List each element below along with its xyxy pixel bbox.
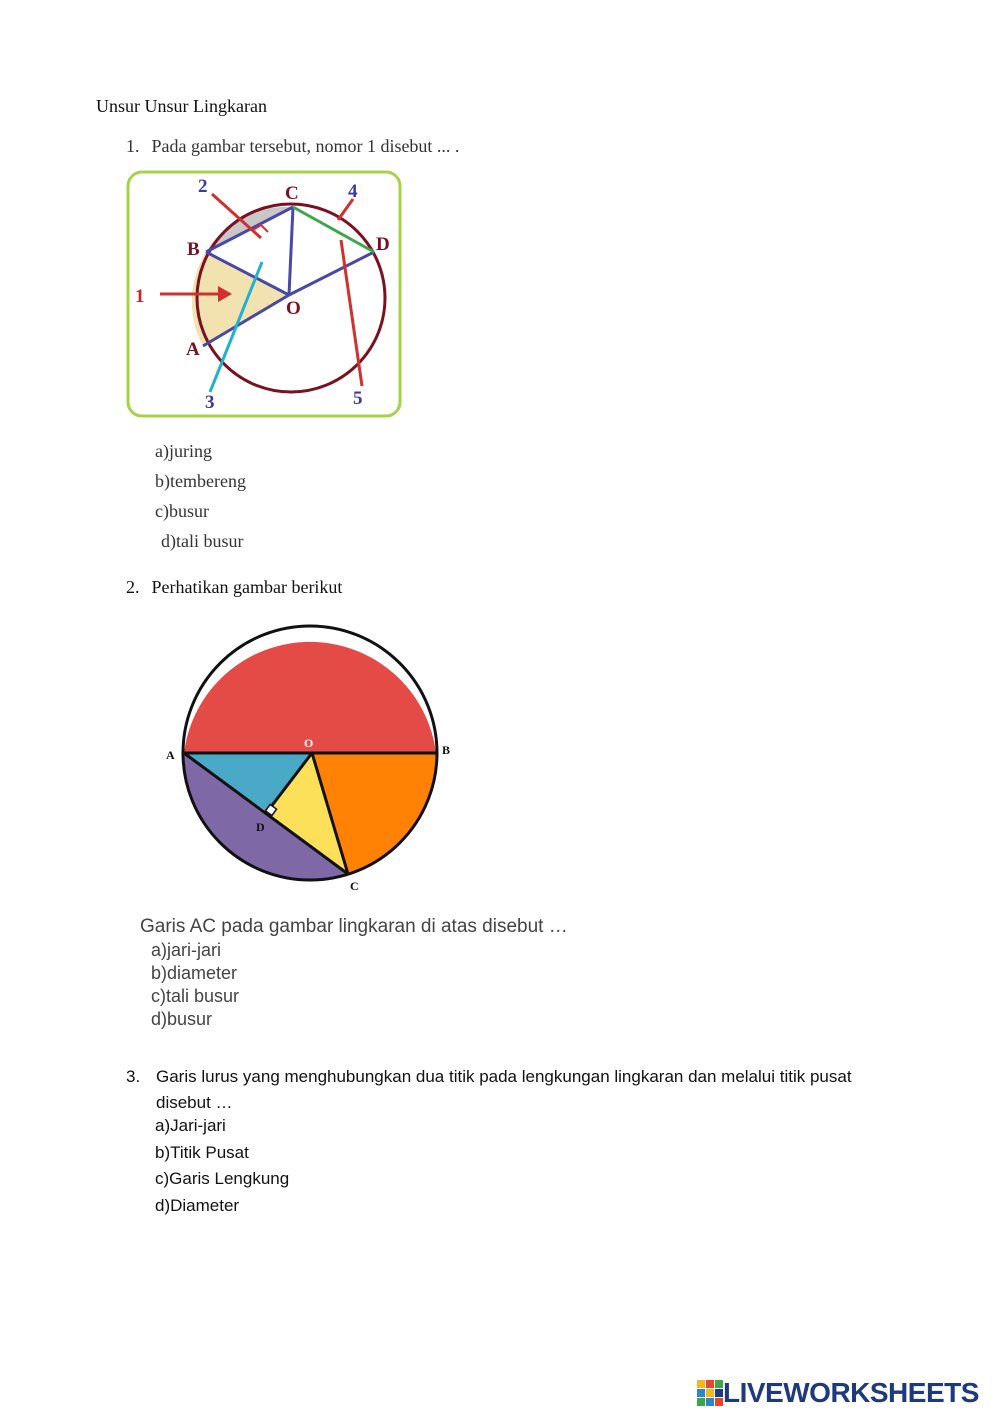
label-d-2: D bbox=[256, 820, 265, 834]
q1-option-b[interactable]: b)tembereng bbox=[155, 471, 246, 491]
q2-option-a[interactable]: a)jari-jari bbox=[151, 940, 222, 960]
label-5: 5 bbox=[353, 388, 363, 409]
label-b: B bbox=[187, 239, 200, 260]
page-title: Unsur Unsur Lingkaran bbox=[96, 96, 267, 116]
q3-option-b[interactable]: b)Titik Pusat bbox=[155, 1143, 249, 1162]
question-1-text: Pada gambar tersebut, nomor 1 disebut ... . bbox=[151, 136, 460, 156]
q1-option-c[interactable]: c)busur bbox=[155, 501, 209, 521]
question-2 bbox=[126, 577, 342, 598]
question-3-number: 3. bbox=[126, 1067, 141, 1086]
q2-option-c[interactable]: c)tali busur bbox=[151, 986, 240, 1006]
label-d: D bbox=[376, 234, 390, 255]
question-2-text: Perhatikan gambar berikut bbox=[151, 577, 343, 597]
label-b-2: B bbox=[442, 743, 451, 757]
question-3-text: Garis lurus yang menghubungkan dua titik pada lengkungan lingkaran dan melalui titik pusat disebut … bbox=[156, 1067, 852, 1112]
question-2-prompt: Garis AC pada gambar lingkaran di atas disebut … bbox=[140, 916, 568, 937]
liveworksheets-logo-icon bbox=[697, 1380, 723, 1406]
label-a: A bbox=[186, 339, 200, 360]
label-c: C bbox=[285, 183, 299, 204]
label-2: 2 bbox=[198, 176, 208, 197]
label-o-2: O bbox=[304, 736, 314, 750]
question-1-figure bbox=[126, 170, 402, 418]
q3-option-a[interactable]: a)Jari-jari bbox=[155, 1116, 226, 1135]
question-3 bbox=[126, 1064, 886, 1118]
liveworksheets-logo[interactable] bbox=[697, 1378, 979, 1408]
q3-option-c[interactable]: c)Garis Lengkung bbox=[155, 1169, 290, 1188]
q1-option-d[interactable]: d)tali busur bbox=[161, 531, 244, 551]
q1-option-a[interactable]: a)juring bbox=[155, 441, 212, 461]
q2-option-b[interactable]: b)diameter bbox=[151, 963, 238, 983]
label-a-2: A bbox=[166, 748, 175, 762]
question-1-number: 1. bbox=[126, 136, 140, 156]
label-3: 3 bbox=[205, 392, 215, 413]
liveworksheets-brand: LIVEWORKSHEETS bbox=[723, 1377, 979, 1408]
question-2-number: 2. bbox=[126, 577, 140, 597]
q2-option-d[interactable]: d)busur bbox=[151, 1009, 213, 1029]
label-4: 4 bbox=[348, 181, 358, 202]
label-1: 1 bbox=[135, 286, 145, 307]
question-1 bbox=[126, 136, 459, 157]
question-2-figure bbox=[160, 620, 460, 892]
q3-option-d[interactable]: d)Diameter bbox=[155, 1196, 240, 1215]
label-c-2: C bbox=[350, 879, 359, 892]
label-o: O bbox=[286, 298, 301, 319]
